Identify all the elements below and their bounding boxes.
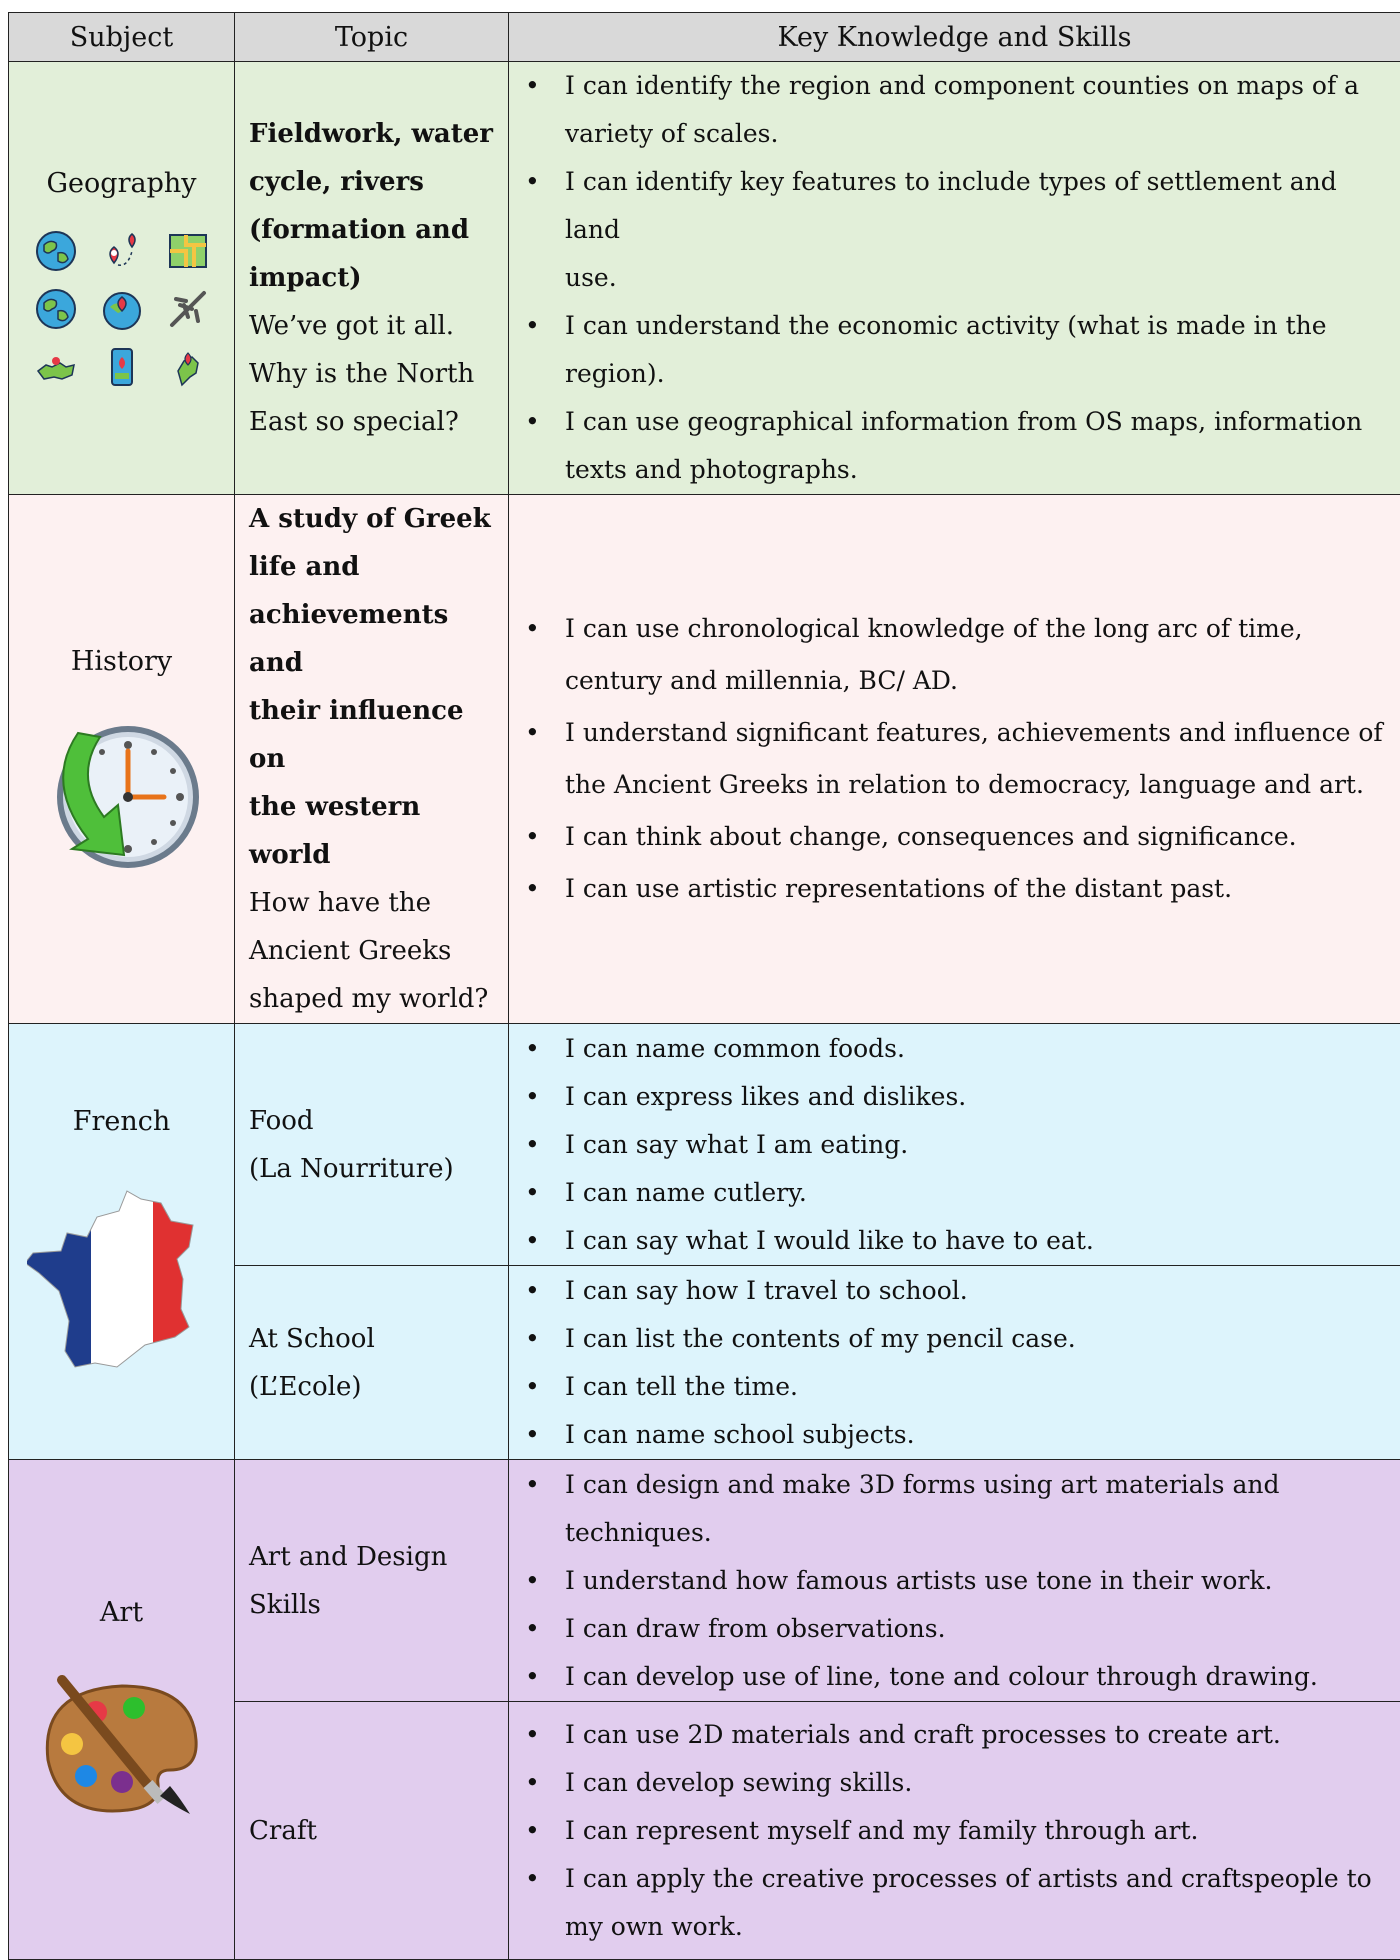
topic-question-line: Why is the North (249, 350, 508, 398)
clock-icon (42, 713, 202, 873)
geography-icons (9, 229, 234, 389)
french-row-food (9, 1024, 1400, 1266)
skill-text: I can think about change, consequences and significance. (565, 822, 1297, 851)
skill-text: I can develop use of line, tone and colour through drawing. (565, 1662, 1318, 1691)
skill-item: • I can name school subjects. (565, 1411, 1394, 1459)
art-craft-skills-cell (509, 1702, 1400, 1960)
skill-item: • I can list the contents of my pencil case. (565, 1315, 1394, 1363)
topic-question-line: Ancient Greeks (249, 927, 508, 975)
topic-title-line: Fieldwork, water (249, 110, 508, 158)
topic-title-line: Art and Design (249, 1533, 508, 1581)
skill-item: • I can tell the time. (565, 1363, 1394, 1411)
french-food-skills-cell (509, 1024, 1400, 1266)
history-topic-cell (235, 495, 509, 1024)
skill-text: texts and photographs. (565, 455, 858, 484)
skill-text: the Ancient Greeks in relation to democracy, language and art. (565, 770, 1364, 799)
skills-list (509, 1461, 1400, 1701)
topic-title-line: Skills (249, 1581, 508, 1629)
skill-item (565, 62, 1394, 158)
skill-text: I can use 2D materials and craft processes to create art. (565, 1720, 1281, 1749)
topic-title-line: (La Nourriture) (249, 1145, 508, 1193)
skill-item (565, 158, 1394, 302)
topic-title-line: achievements and (249, 591, 508, 687)
skill-text: I understand significant features, achievements and influence of (565, 718, 1383, 747)
skill-item (565, 302, 1394, 398)
skill-item: • I can name cutlery. (565, 1169, 1394, 1217)
skills-list (509, 1711, 1400, 1951)
skill-item: • I can say what I would like to have to eat. (565, 1217, 1394, 1265)
skills-list (509, 1267, 1400, 1459)
topic-title-line: (formation and (249, 206, 508, 254)
history-row (9, 495, 1400, 1024)
globe-pin-icon (100, 287, 144, 331)
skill-text: I can develop sewing skills. (565, 1768, 912, 1797)
skill-item (565, 863, 1394, 915)
art-topic-design (235, 1460, 509, 1702)
topic-title-line: life and (249, 543, 508, 591)
french-school-skills-cell (509, 1266, 1400, 1460)
airplane-icon (166, 287, 210, 331)
skill-text: I understand how famous artists use tone in their work. (565, 1566, 1272, 1595)
country-map-icon (34, 345, 78, 389)
skill-item: • I can name common foods. (565, 1025, 1394, 1073)
skill-item (565, 398, 1394, 494)
french-topic-school (235, 1266, 509, 1460)
header-subject: Subject (9, 13, 235, 62)
skill-text: I can apply the creative processes of artists and craftspeople to (565, 1864, 1372, 1893)
globe-icon (34, 229, 78, 273)
subject-name: History (9, 646, 234, 677)
topic-question-line: shaped my world? (249, 975, 508, 1023)
skill-text: I can use artistic representations of the distant past. (565, 874, 1232, 903)
skills-list (509, 603, 1400, 915)
skill-item (565, 1557, 1394, 1605)
skill-item (565, 811, 1394, 863)
skill-item (565, 1653, 1394, 1701)
header-topic: Topic (235, 13, 509, 62)
subject-name: Art (9, 1597, 234, 1628)
skill-text: I can use chronological knowledge of the long arc of time, (565, 614, 1303, 643)
header-skills: Key Knowledge and Skills (509, 13, 1400, 62)
skills-list (509, 1025, 1400, 1265)
topic-title-line: impact) (249, 254, 508, 302)
skill-item: • I can say how I travel to school. (565, 1267, 1394, 1315)
topic-title-line: cycle, rivers (249, 158, 508, 206)
skill-text: I can represent myself and my family through art. (565, 1816, 1198, 1845)
phone-map-icon (100, 345, 144, 389)
skill-text: I can draw from observations. (565, 1614, 946, 1643)
paint-palette-icon (42, 1672, 202, 1822)
skill-text: variety of scales. (565, 119, 778, 148)
topic-question-line: East so special? (249, 398, 508, 446)
skill-text: techniques. (565, 1518, 712, 1547)
topic-title-line: A study of Greek (249, 495, 508, 543)
geography-row (9, 62, 1400, 495)
skill-item (565, 1461, 1394, 1557)
topic-title-line: Food (249, 1097, 508, 1145)
map-icon (166, 229, 210, 273)
skill-text: I can identify key features to include types of settlement and land (565, 167, 1337, 244)
french-subject-cell (9, 1024, 235, 1460)
skill-text: use. (565, 263, 617, 292)
skill-item (565, 1759, 1394, 1807)
art-topic-craft (235, 1702, 509, 1960)
route-pin-icon (100, 229, 144, 273)
art-subject-cell (9, 1460, 235, 1960)
art-design-skills-cell (509, 1460, 1400, 1702)
subject-name: Geography (9, 168, 234, 199)
skill-item (565, 707, 1394, 811)
topic-title-line: Craft (249, 1807, 508, 1855)
skill-text: I can identify the region and component counties on maps of a (565, 71, 1359, 100)
skill-text: my own work. (565, 1912, 743, 1941)
skill-item (565, 603, 1394, 707)
skill-item (565, 1807, 1394, 1855)
skill-text: region). (565, 359, 665, 388)
topic-question-line: How have the (249, 879, 508, 927)
skill-item (565, 1711, 1394, 1759)
geography-subject-cell (9, 62, 235, 495)
skill-text: century and millennia, BC/ AD. (565, 666, 958, 695)
header-row (9, 13, 1400, 62)
subject-name: French (9, 1106, 234, 1137)
french-topic-food (235, 1024, 509, 1266)
skill-text: I can design and make 3D forms using art materials and (565, 1470, 1279, 1499)
topic-title-line: (L’Ecole) (249, 1363, 508, 1411)
topic-title-line: their influence on (249, 687, 508, 783)
skill-item: • I can express likes and dislikes. (565, 1073, 1394, 1121)
geography-skills-cell (509, 62, 1400, 495)
art-row-design (9, 1460, 1400, 1702)
france-flag-map-icon (27, 1187, 217, 1377)
globe-icon (34, 287, 78, 331)
history-subject-cell (9, 495, 235, 1024)
geography-topic-cell (235, 62, 509, 495)
topic-question-line: We’ve got it all. (249, 302, 508, 350)
topic-title-line: the western world (249, 783, 508, 879)
skill-item: • I can say what I am eating. (565, 1121, 1394, 1169)
topic-title-line: At School (249, 1315, 508, 1363)
curriculum-table (8, 12, 1400, 1960)
skill-text: I can understand the economic activity (what is made in the (565, 311, 1327, 340)
skill-item (565, 1605, 1394, 1653)
history-skills-cell (509, 495, 1400, 1024)
skill-item (565, 1855, 1394, 1951)
skill-text: I can use geographical information from OS maps, information (565, 407, 1362, 436)
skills-list (509, 62, 1400, 494)
map-pin-icon (166, 345, 210, 389)
